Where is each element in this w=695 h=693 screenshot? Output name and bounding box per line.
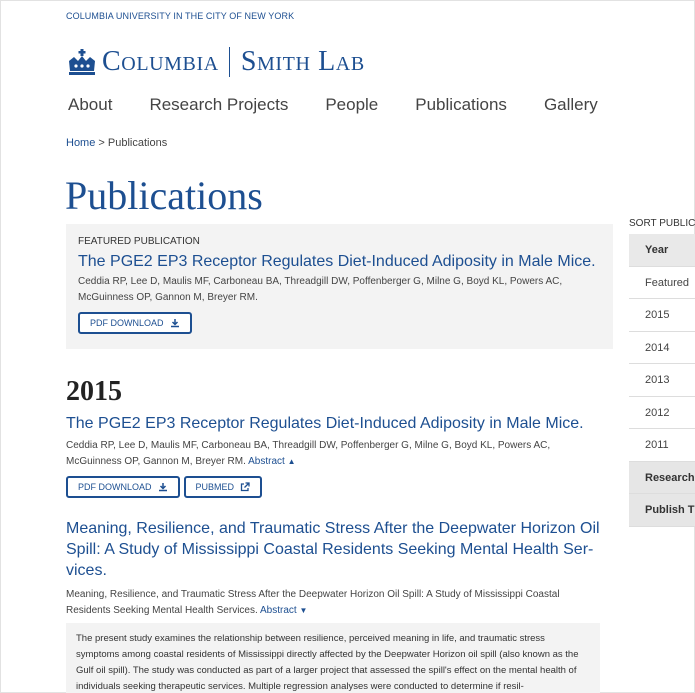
featured-title-link[interactable]: The PGE2 EP3 Receptor Regulates Diet-Induced Adiposity in Male Mice. bbox=[78, 253, 596, 270]
publication-title-link[interactable]: The PGE2 EP3 Receptor Regulates Diet-Induced Adiposity in Male Mice. bbox=[66, 415, 584, 432]
pdf-download-button[interactable] bbox=[66, 476, 180, 498]
featured-kicker: FEATURED PUBLICATION bbox=[78, 236, 200, 247]
sort-item-featured[interactable]: Featured bbox=[629, 267, 695, 300]
abstract-label: Abstract bbox=[260, 605, 297, 616]
sort-title: SORT PUBLIC bbox=[629, 218, 695, 229]
site-logo[interactable] bbox=[66, 44, 365, 80]
sort-publish-type-header[interactable]: Publish T bbox=[629, 494, 695, 527]
nav-gallery[interactable]: Gallery bbox=[543, 95, 598, 114]
logo-smith-lab: Smith Lab bbox=[240, 46, 365, 77]
sort-sidebar bbox=[629, 218, 695, 527]
featured-pdf-label: PDF DOWNLOAD bbox=[90, 318, 164, 328]
caret-up-icon: ▲ bbox=[287, 457, 296, 466]
logo-columbia: Columbia bbox=[102, 46, 219, 77]
sort-research-header[interactable]: Research bbox=[629, 462, 695, 495]
nav-publications[interactable]: Publications bbox=[415, 95, 507, 114]
breadcrumb-current: Publications bbox=[107, 137, 168, 149]
pdf-label: PDF DOWNLOAD bbox=[78, 482, 152, 492]
year-heading: 2015 bbox=[66, 376, 122, 407]
featured-publication bbox=[66, 224, 613, 349]
sort-item-2012[interactable]: 2012 bbox=[629, 397, 695, 430]
crown-icon bbox=[66, 47, 98, 77]
download-icon bbox=[170, 318, 180, 328]
logo-divider bbox=[229, 47, 230, 77]
publication-actions bbox=[66, 476, 606, 498]
publication-authors bbox=[66, 438, 606, 470]
external-link-icon bbox=[240, 482, 250, 492]
publication-item bbox=[66, 413, 606, 498]
pubmed-button[interactable] bbox=[184, 476, 263, 498]
publication-authors bbox=[66, 587, 606, 619]
publication-title-link[interactable]: Meaning, Resilience, and Traumatic Stress After the Deepwater Horizon Oil Spill: A Study of Mississippi Coastal Residents Seeking Mental Health Ser-vices. bbox=[66, 520, 600, 579]
download-icon bbox=[158, 482, 168, 492]
sort-item-2015[interactable]: 2015 bbox=[629, 299, 695, 332]
breadcrumb bbox=[66, 137, 167, 149]
authors-text: Ceddia RP, Lee D, Maulis MF, Carboneau BA, Threadgill DW, Poffenberger G, Milne G, Boyd KL, Powers AC, McGuinness OP, Gannon M, Breyer RM. bbox=[66, 440, 551, 467]
sort-item-2014[interactable]: 2014 bbox=[629, 332, 695, 365]
main-nav bbox=[68, 95, 635, 115]
breadcrumb-home[interactable]: Home bbox=[66, 137, 96, 149]
abstract-text: The present study examines the relationship between resilience, perceived meaning in life, and traumatic stress symptoms among coastal residents of Mississippi directly affected by the Deepwater Horizon oil spill (also known as the Gulf oil spill). The study was conducted as part of a larger project that assessed the spill's effect on the mental health of individuals seeking therapeutic services. Multiple regression analyses were conducted to determine if resil- bbox=[66, 623, 600, 693]
caret-down-icon: ▼ bbox=[299, 606, 308, 615]
sort-year-header[interactable]: Year bbox=[629, 234, 695, 267]
pubmed-label: PUBMED bbox=[195, 482, 235, 492]
abstract-toggle[interactable] bbox=[260, 605, 307, 616]
university-link[interactable]: COLUMBIA UNIVERSITY IN THE CITY OF NEW YORK bbox=[66, 11, 295, 21]
sort-item-2011[interactable]: 2011 bbox=[629, 429, 695, 462]
nav-research-projects[interactable]: Research Projects bbox=[149, 95, 289, 114]
breadcrumb-sep: > bbox=[98, 137, 105, 149]
abstract-toggle[interactable] bbox=[248, 456, 295, 467]
abstract-label: Abstract bbox=[248, 456, 285, 467]
featured-pdf-download-button[interactable] bbox=[78, 312, 192, 334]
nav-about[interactable]: About bbox=[68, 95, 113, 114]
authors-text: Meaning, Resilience, and Traumatic Stress After the Deepwater Horizon Oil Spill: A Study of Mississippi Coastal Residents Seeking Mental Health Services. bbox=[66, 589, 560, 616]
sort-item-2013[interactable]: 2013 bbox=[629, 364, 695, 397]
page-title: Publications bbox=[65, 173, 263, 218]
featured-authors: Ceddia RP, Lee D, Maulis MF, Carboneau BA, Threadgill DW, Poffenberger G, Milne G, Boyd KL, Powers AC, McGuinness OP, Gannon M, Breyer RM. bbox=[78, 276, 563, 303]
publication-item bbox=[66, 518, 606, 619]
nav-people[interactable]: People bbox=[325, 95, 379, 114]
